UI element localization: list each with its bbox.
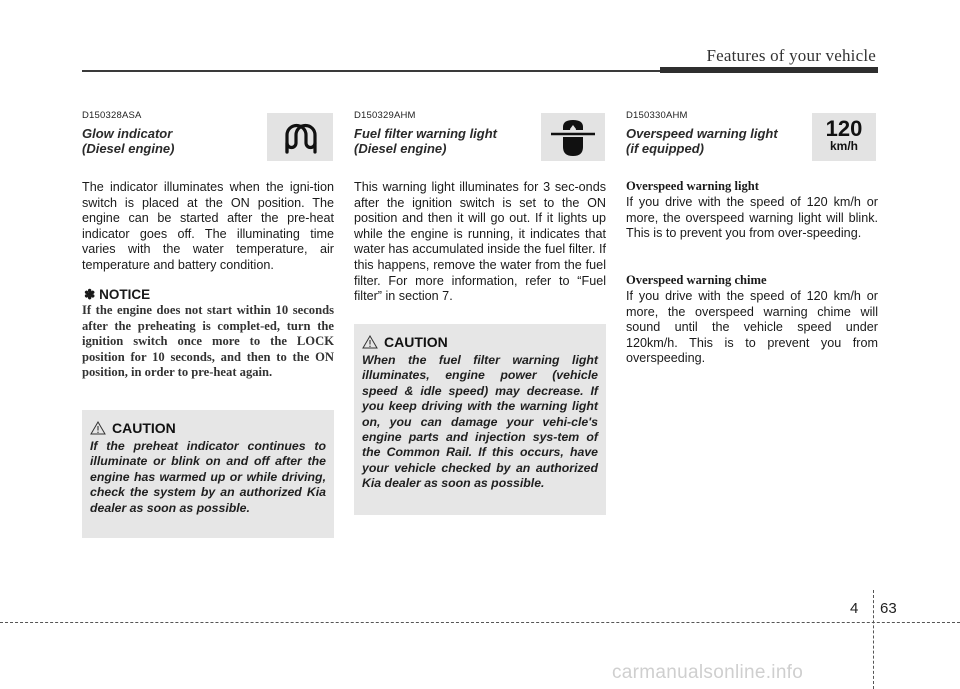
notice-star-icon: ✽ [84,287,96,302]
glow-plug-icon [267,113,333,161]
warning-triangle-icon [90,421,106,435]
fuel-filter-body: This warning light illuminates for 3 sec-onds after the ignition switch is set to the ON position and then it will go out. If it lights up while the engine is running, it indicates that water has accumulated inside the fuel filter. If this happens, remove the water from the fuel filter. For more information, refer to “Fuel filter” in section 7. [354,180,606,304]
subtitle-line2: (Diesel engine) [82,141,175,156]
watermark: carmanualsonline.info [612,662,804,683]
overspeed-icon-unit: km/h [829,139,858,153]
page-number: 63 [880,600,897,617]
overspeed-chime-body: If you drive with the speed of 120 km/h or more, the overspeed warning chime will sound until the vehicle speed under 120km/h. This is to prevent you from overspeeding. [626,289,878,366]
caution-text: When the fuel filter warning light illuminates, engine power (vehicle speed & idle speed) may decrease. If you keep driving with the warning light on, you can damage your vehi-cle's engine parts and injection sys-tem of the Common Rail. If this occurs, have your vehicle checked by an authorized Kia dealer as soon as possible. [362,353,598,491]
caution-box-preheat [82,410,334,538]
section-number: 4 [850,600,859,617]
caution-title: CAUTION [384,334,448,350]
overspeed-light-heading: Overspeed warning light [626,179,759,193]
overspeed-icon [812,113,876,161]
overspeed-light-body: If you drive with the speed of 120 km/h or more, the overspeed warning light will blink. This is to prevent you from over-speeding. [626,195,878,241]
caution-title: CAUTION [112,420,176,436]
section-code: D150328ASA [82,110,142,121]
notice-text: If the engine does not start within 10 seconds after the preheating is complet-ed, turn the ignition switch once more to the LOCK position for 10 seconds, and then to the ON position, in order to pre-heat again. [82,303,334,379]
fuel-filter-icon [541,113,605,161]
glow-indicator-body: The indicator illuminates when the igni-tion switch is placed at the ON position. The engine can be started after the pre-heat indicator goes off. The illuminating time varies with the water temperature, air temperature and battery condition. [82,180,334,272]
caution-text: If the preheat indicator continues to illuminate or blink on and off after the engine has warmed up or while driving, check the system by an authorized Kia dealer as soon as possible. [90,439,326,515]
warning-triangle-icon [362,335,378,349]
caution-header [90,420,326,436]
subtitle-line1: Fuel filter warning light [354,126,497,141]
section-code: D150330AHM [626,110,688,121]
header-bar [660,67,878,73]
notice-heading [84,287,150,303]
footer-rule [0,622,960,623]
header-title: Features of your vehicle [706,46,876,65]
notice-title: NOTICE [99,287,151,302]
subtitle-line1: Overspeed warning light [626,126,778,141]
overspeed-icon-speed: 120 [825,116,863,141]
header-rule [82,70,660,72]
overspeed-chime-heading: Overspeed warning chime [626,273,767,287]
caution-header [362,334,598,350]
section-code: D150329AHM [354,110,416,121]
subtitle-line1: Glow indicator [82,126,173,141]
caution-box-fuel-filter [354,324,606,515]
subtitle-line2: (if equipped) [626,141,704,156]
subtitle-line2: (Diesel engine) [354,141,447,156]
footer-divider [873,590,874,689]
